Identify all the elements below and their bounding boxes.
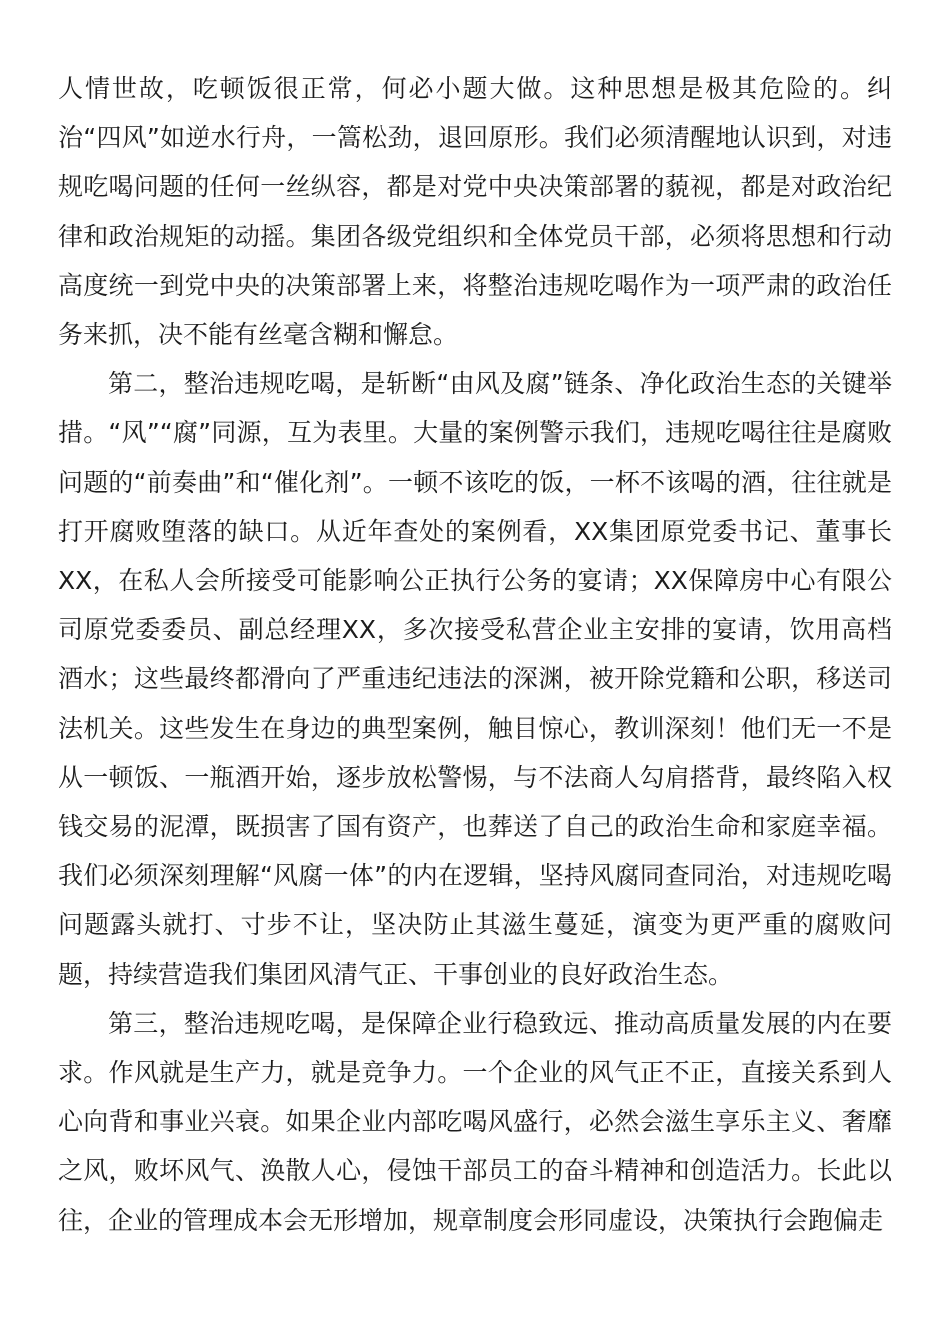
paragraph-third-point: 第三，整治违规吃喝，是保障企业行稳致远、推动高质量发展的内在要求。作风就是生产力，就是竞争力。一个企业的风气正不正，直接关系到人心向背和事业兴衰。如果企业内部吃喝风盛行，必然会滋生享乐主义、奢靡之风，败坏风气、涣散人心，侵蚀干部员工的奋斗精神和创造活力。长此以往，企业的管理成本会无形增加，规章制度会形同虚设，决策执行会跑偏走 xyxy=(58,1008,892,1235)
paragraph-continuation: 人情世故，吃顿饭很正常，何必小题大做。这种思想是极其危险的。纠治“四风”如逆水行舟，一篙松劲，退回原形。我们必须清醒地认识到，对违规吃喝问题的任何一丝纵容，都是对党中央决策部署的藐视，都是对政治纪律和政治规矩的动摇。集团各级党组织和全体党员干部，必须将思想和行动高度统一到党中央的决策部署上来，将整治违规吃喝作为一项严肃的政治任务来抓，决不能有丝毫含糊和懈怠。 xyxy=(58,74,892,350)
document-page xyxy=(58,64,892,1245)
paragraph-second-point: 第二，整治违规吃喝，是斩断“由风及腐”链条、净化政治生态的关键举措。“风”“腐”同源，互为表里。大量的案例警示我们，违规吃喝往往是腐败问题的“前奏曲”和“催化剂”。一顿不该吃的饭，一杯不该喝的酒，往往就是打开腐败堕落的缺口。从近年查处的案例看，XX集团原党委书记、董事长XX，在私人会所接受可能影响公正执行公务的宴请；XX保障房中心有限公司原党委委员、副总经理XX，多次接受私营企业主安排的宴请，饮用高档酒水；这些最终都滑向了严重违纪违法的深渊，被开除党籍和公职，移送司法机关。这些发生在身边的典型案例，触目惊心，教训深刻！他们无一不是从一顿饭、一瓶酒开始，逐步放松警惕，与不法商人勾肩搭背，最终陷入权钱交易的泥潭，既损害了国有资产，也葬送了自己的政治生命和家庭幸福。我们必须深刻理解“风腐一体”的内在逻辑，坚持风腐同查同治，对违规吃喝问题露头就打、寸步不让，坚决防止其滋生蔓延，演变为更严重的腐败问题，持续营造我们集团风清气正、干事创业的良好政治生态。 xyxy=(58,369,892,989)
